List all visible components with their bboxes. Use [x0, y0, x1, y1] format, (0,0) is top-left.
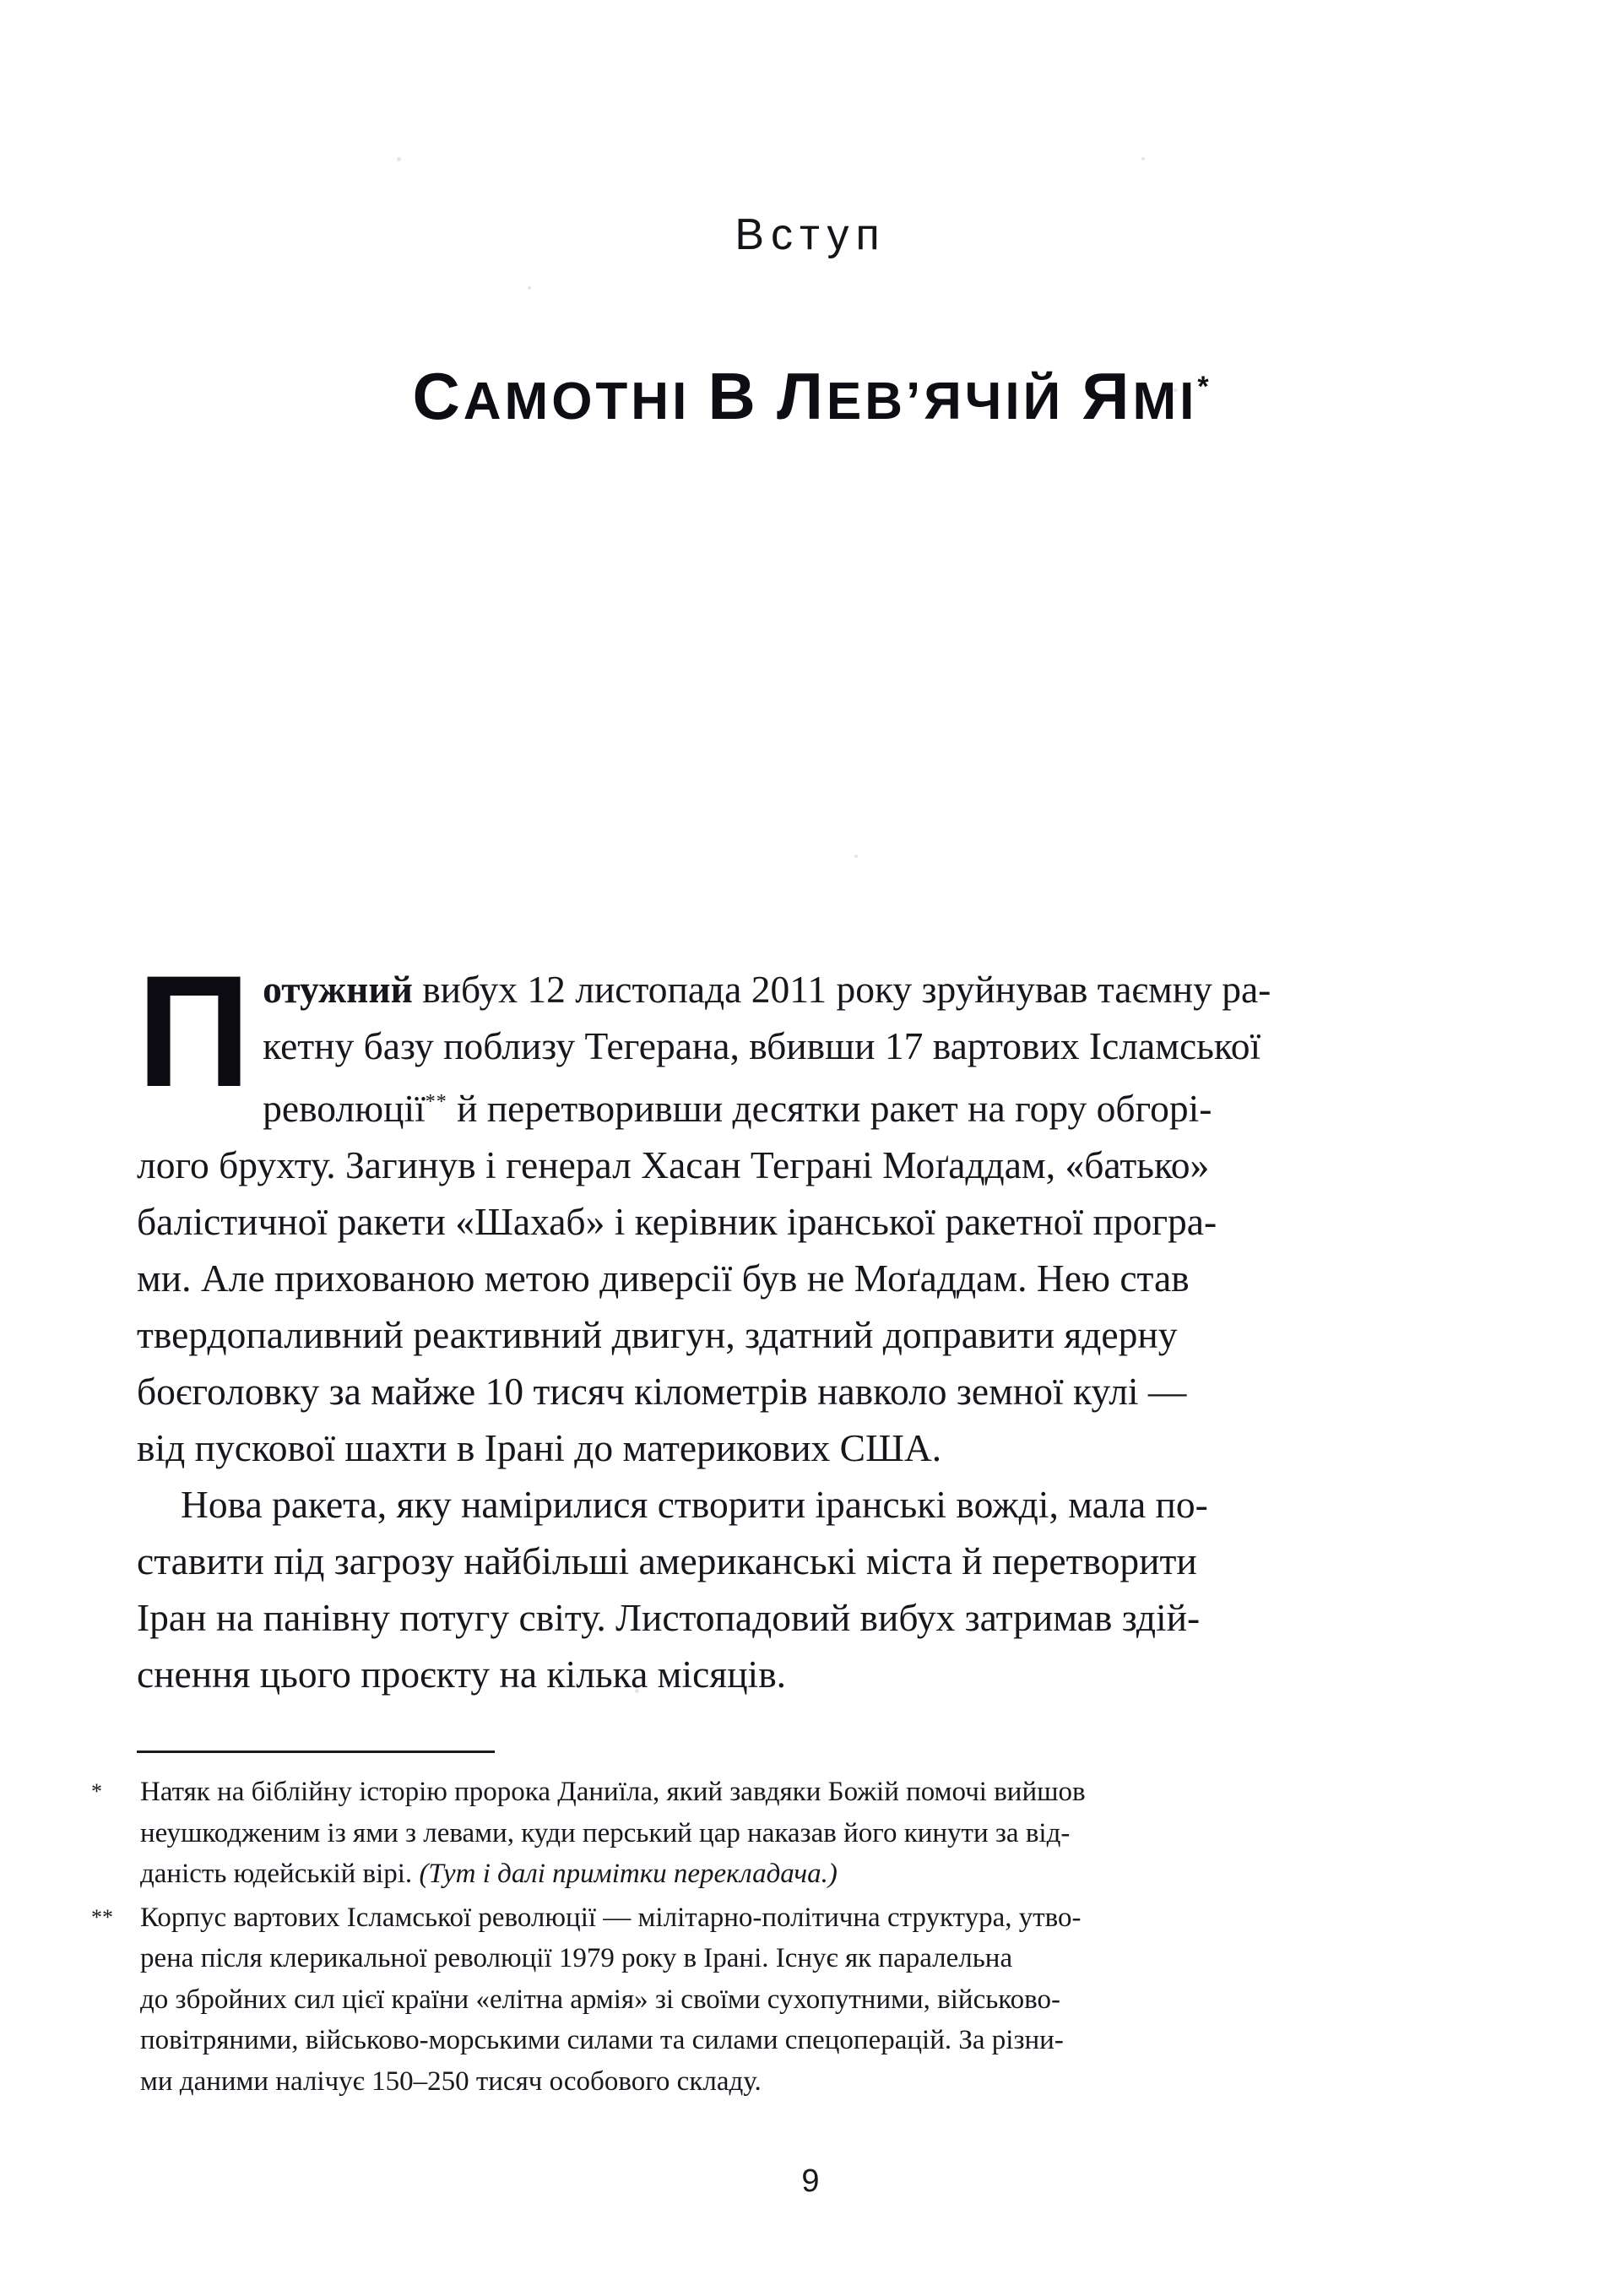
footnote-item — [91, 1897, 1408, 2103]
p2-line-4: снення цього проєкту на кілька місяців. — [137, 1653, 787, 1696]
p1-line-6: ми. Але прихованою метою диверсії був не Моґаддам. Нею став — [137, 1257, 1190, 1300]
scan-speck — [528, 286, 531, 290]
drop-cap: П — [137, 942, 252, 1120]
scan-speck — [397, 157, 401, 161]
fn1-line-2: неушкодженим із ями з левами, куди перський цар наказав його кинути за від- — [140, 1817, 1071, 1848]
p1-line-3a: революції — [263, 1087, 426, 1131]
title-seg-3: В — [707, 359, 759, 434]
fn2-line-1: Корпус вартових Ісламської революції — мілітарно-політична структура, утво- — [140, 1902, 1082, 1933]
fn2-line-4: повітряними, військово-морськими силами та силами спецоперацій. За різни- — [140, 2025, 1064, 2055]
fn1-line-1: Натяк на біблійну історію пророка Даниїла, який завдяки Божій помочі вийшов — [140, 1777, 1086, 1807]
title-footnote-marker: * — [1197, 371, 1209, 404]
fn1-italic-tail: (Тут і далі примітки перекладача.) — [419, 1859, 838, 1889]
footnote-body — [140, 1897, 1408, 2103]
title-seg-1: С — [412, 359, 464, 434]
footnote-body — [140, 1772, 1408, 1895]
p1-line-2: кетну базу поблизу Тегерана, вбивши 17 вартових Ісламської — [263, 1024, 1261, 1067]
scan-speck — [1141, 157, 1145, 160]
title-seg-5: ЕВ’ЯЧІЙ — [826, 372, 1065, 432]
title-seg-7: МІ — [1132, 372, 1198, 432]
p2-line-2: ставити під загрозу найбільші американські міста й перетворити — [137, 1539, 1197, 1583]
page-title — [0, 358, 1621, 435]
lead-bold-word: отужний — [263, 968, 413, 1011]
fn1-line-3: даність юдейській вірі. — [140, 1859, 420, 1889]
scan-speck — [854, 855, 858, 858]
page-number: 9 — [801, 2163, 820, 2199]
inline-footnote-marker: ** — [425, 1091, 447, 1113]
footnote-separator — [137, 1750, 495, 1753]
p2-line-1: Нова ракета, яку намірилися створити іранські вожді, мала по- — [181, 1483, 1208, 1527]
footnotes-block — [91, 1772, 1408, 2104]
p1-line-5: балістичної ракети «Шахаб» і керівник іранської ракетної програ- — [137, 1200, 1217, 1244]
title-seg-4: Л — [777, 359, 827, 434]
body-text-block — [137, 942, 1403, 1702]
title-seg-6: Я — [1082, 359, 1133, 434]
fn2-line-5: ми даними налічує 150–250 тисяч особового складу. — [140, 2065, 762, 2097]
fn2-line-3: до збройних сил цієї країни «елітна армія» зі своїми сухопутними, військово- — [140, 1984, 1060, 2015]
footnote-marker: ** — [91, 1904, 113, 1930]
footnote-marker: * — [91, 1779, 102, 1804]
paragraph-2 — [137, 1476, 1403, 1702]
p1-line-7: твердопаливний реактивний двигун, здатний доправити ядерну — [137, 1313, 1178, 1357]
chapter-label: Вступ — [735, 210, 886, 259]
paragraph-1 — [137, 942, 1403, 1476]
p1-line-1: вибух 12 листопада 2011 року зруйнував таємну ра- — [412, 968, 1271, 1011]
footnote-item — [91, 1772, 1408, 1895]
p1-line-4: лого брухту. Загинув і генерал Хасан Теграні Моґаддам, «батько» — [137, 1143, 1210, 1187]
p1-line-8: боєголовку за майже 10 тисяч кілометрів навколо земної кулі — — [137, 1370, 1187, 1414]
p1-line-9: від пускової шахти в Ірані до материкових США. — [137, 1426, 942, 1470]
fn2-line-2: рена після клерикальної революції 1979 року в Ірані. Існує як паралельна — [140, 1943, 1013, 1973]
title-seg-2: АМОТНІ — [463, 372, 691, 432]
p1-line-3b: й перетворивши десятки ракет на гору обгорі- — [447, 1087, 1212, 1131]
p2-line-3: Іран на панівну потугу світу. Листопадовий вибух затримав здій- — [137, 1596, 1201, 1640]
